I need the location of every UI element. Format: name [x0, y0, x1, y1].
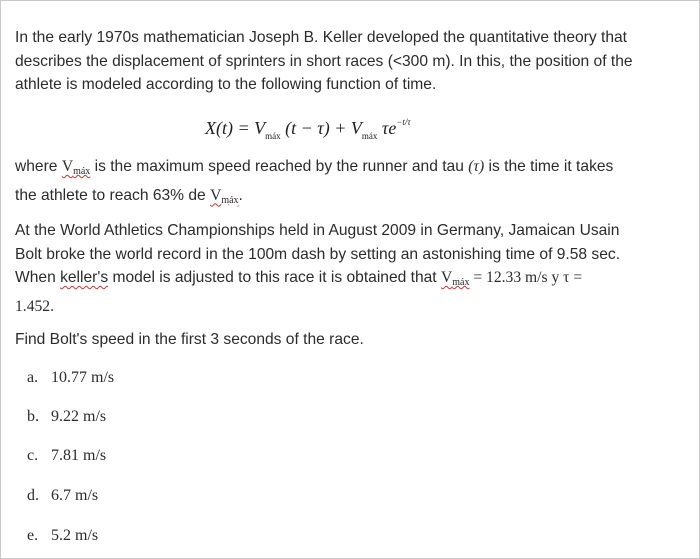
keller-formula: [205, 117, 411, 141]
option-a[interactable]: [27, 369, 114, 387]
vmax3-sub: máx: [452, 277, 470, 288]
definition-line2-pre: the athlete to reach 63% de: [15, 186, 211, 204]
context-line3-pre: When: [15, 269, 61, 286]
option-c-letter: c.: [27, 447, 39, 464]
formula-mid: (t − τ) + V: [285, 118, 362, 138]
definition-paragraph: [15, 155, 687, 212]
vmax-sub: máx: [73, 166, 91, 177]
definition-post: is the time it takes: [484, 158, 614, 175]
formula-lhs: X(t) = V: [205, 118, 266, 138]
definition-mid: is the maximum speed reached by the runner and tau: [90, 158, 469, 175]
formula-exponent: −t/τ: [396, 117, 411, 127]
context-line3-post: = 12.33 m/s y τ =: [469, 269, 583, 286]
intro-paragraph: [15, 26, 687, 97]
context-line-4: 1.452.: [15, 297, 54, 315]
option-d-letter: d.: [27, 487, 39, 504]
definition-line-1: [15, 155, 687, 184]
definition-line2-post: .: [238, 186, 243, 204]
option-b-letter: b.: [27, 408, 39, 425]
definition-line-2: [15, 184, 687, 213]
option-e[interactable]: [27, 527, 98, 545]
context-paragraph: [15, 219, 687, 318]
intro-line-2: describes the displacement of sprinters in short races (<300 m). In this, the position of the: [15, 52, 633, 70]
formula-tail: τe: [381, 118, 397, 138]
context-line-1: At the World Athletics Championships held in August 2009 in Germany, Jamaican Usain: [15, 222, 620, 239]
vmax-v: V: [61, 158, 74, 175]
intro-line-3: athlete is modeled according to the following function of time.: [15, 76, 437, 93]
option-a-letter: a.: [27, 369, 39, 386]
option-a-text: 10.77 m/s: [51, 369, 115, 386]
option-e-text: 5.2 m/s: [51, 527, 99, 544]
vmax2-sub: máx: [221, 194, 239, 206]
option-d-text: 6.7 m/s: [51, 487, 99, 504]
definition-pre: where: [15, 158, 62, 175]
option-b[interactable]: [27, 408, 106, 426]
tau-symbol: (τ): [468, 158, 485, 175]
formula-sub-1: máx: [265, 131, 281, 141]
intro-line-1: In the early 1970s mathematician Joseph B. Keller developed the quantitative theory that: [15, 29, 628, 46]
vmax-symbol: [62, 158, 90, 175]
option-c-text: 7.81 m/s: [51, 447, 107, 464]
option-b-text: 9.22 m/s: [51, 408, 107, 425]
vmax2-v: V: [210, 186, 222, 204]
option-d[interactable]: [27, 487, 98, 505]
context-line-3: [15, 266, 687, 295]
vmax3-v: V: [440, 269, 453, 286]
context-line3-mid: model is adjusted to this race it is obtained that: [108, 269, 441, 286]
keller-word: keller's: [60, 269, 109, 286]
vmax-symbol-3: [441, 269, 469, 286]
formula-sub-2: máx: [361, 131, 378, 141]
option-e-letter: e.: [27, 527, 39, 544]
question-text: Find Bolt's speed in the first 3 seconds of the race.: [15, 331, 364, 348]
vmax-symbol-2: [210, 187, 238, 204]
option-c[interactable]: [27, 447, 106, 465]
context-line-2: Bolt broke the world record in the 100m dash by setting an astonishing time of 9.58 sec.: [15, 245, 621, 263]
